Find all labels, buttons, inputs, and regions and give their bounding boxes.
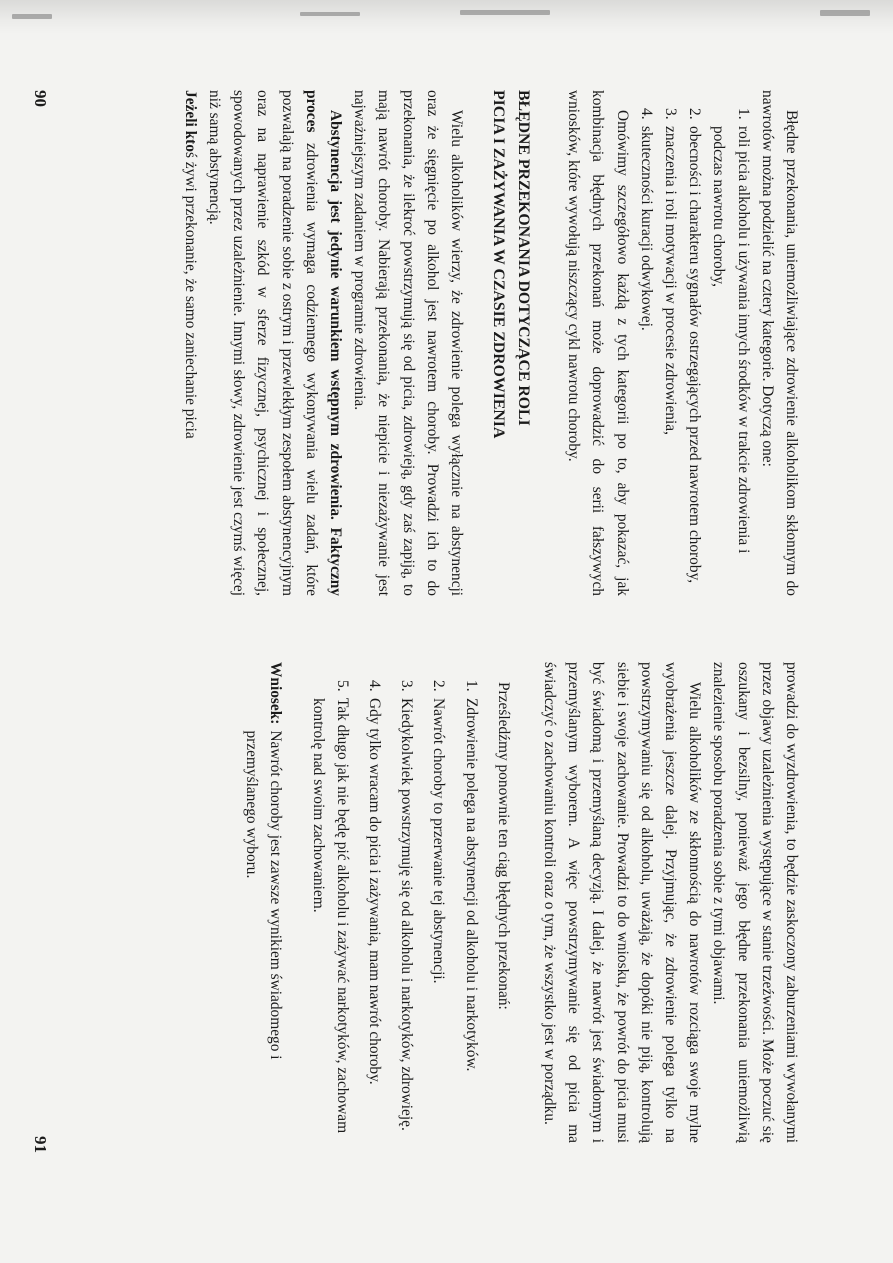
section-heading xyxy=(486,90,535,596)
body-paragraph: Jeżeli ktoś żywi przekonanie, że samo zaniechanie picia xyxy=(181,90,199,439)
page-number: 90 xyxy=(31,90,50,107)
discussion-paragraph: Omówimy szczegółowo każdą z tych kategorii po to, aby pokazać, jak kombinacja błędnych przekonań może doprowadzić do serii fałszywych wniosków, które wywołują niszczący cykl nawrotu choroby. xyxy=(565,90,631,596)
bold-phrase: Abstynencja jest jedynie warunkiem wstępnym zdrowienia. Faktyczny proces xyxy=(302,90,344,596)
body-paragraph: Wielu alkoholików wierzy, że zdrowienie polega wyłącznie na abstynencji oraz że sięgnięcie po alkohol jest nawrotem choroby. Prowadzi ich to do przekonania, że ilekroć powstrzymują się od picia, zdrowieją, gdy zaś zapiją, to mają nawrót choroby. Nabierają przekonania, że niepicie i niezażywanie jest najważniejszym zadaniem w programie zdrowienia. xyxy=(351,90,465,596)
conclusion-label: Wniosek: xyxy=(267,662,285,725)
body-paragraph: Wielu alkoholików ze skłonnością do nawrotów rozciąga swoje mylne wyobrażenia jeszcze dalej. Przyjmując, że zdrowienie polega tylko na powstrzymywaniu się od alkoholu, uważają, że dopóki nie piją, kontrolują siebie i swoje zachowanie. Prowadzi to do wniosku, że powrót do picia musi być świadomą i przemyślaną decyzją. I dalej, że nawrót jest świadomym i przemyślanym wyborem. A więc powstrzymywanie się od picia ma świadczyć o zachowaniu kontroli oraz o tym, że wszystko jest w porządku. xyxy=(540,662,704,1143)
section-heading-line: BŁĘDNE PRZEKONANIA DOTYCZĄCE ROLI xyxy=(514,90,532,426)
conclusion-text: Nawrót choroby jest zawsze wynikiem świadomego i przemyślanego wyboru. xyxy=(243,730,285,1060)
belief-item: 3.Kiedykolwiek powstrzymuję się od alkoholu i narkotyków, zdrowieję. xyxy=(398,680,416,1131)
continuation-paragraph: prowadzi do wyzdrowienia, to będzie zaskoczony zaburzeniami wywołanymi przez objawy uzależnienia występujące w stanie trzeźwości. Może poczuć się oszukany i bezsilny, ponieważ jego błędne przekonania uniemożliwią znalezienie sposobu poradzenia sobie z tymi objawami. xyxy=(710,662,800,1143)
belief-item: 4.Gdy tylko wracam do picia i zażywania, mam nawrót choroby. xyxy=(365,680,383,1085)
bold-phrase: Jeżeli kto xyxy=(181,90,199,152)
category-list xyxy=(634,90,755,596)
category-item: 1.roli picia alkoholu i używania innych środków w trakcie zdrowienia i podczas nawrotu choroby, xyxy=(710,108,752,554)
belief-item: 1.Zdrowienie polega na abstynencji od alkoholu i narkotyków. xyxy=(462,680,480,1072)
body-paragraph: Abstynencja jest jedynie warunkiem wstępnym zdrowienia. Faktyczny proces zdrowienia wymaga codziennego wykonywania wielu zadań, które pozwalają na poradzenie sobie z ostrym i przewlekłym zespołem abstynencyjnym oraz na naprawienie szkód w sferze fizycznej, psychicznej i społecznej, spowodowanych przez uzależnienie. Innymi słowy, zdrowienie jest czymś więcej niż samą abstynencją. xyxy=(205,90,344,596)
category-item: 3.znaczenia i roli motywacji w procesie zdrowienia, xyxy=(661,108,679,435)
section-heading-line: PICIA I ZAŻYWANIA W CZASIE ZDROWIENIA xyxy=(490,90,508,439)
page-number: 91 xyxy=(31,1136,50,1153)
belief-item: 5.Tak długo jak nie będę pić alkoholu i zażywać narkotyków, zachowam kontrolę nad swoim zachowaniem. xyxy=(309,680,351,1134)
followup-intro: Prześledźmy ponownie ten ciąg błędnych przekonań: xyxy=(494,682,512,1010)
belief-list xyxy=(305,662,482,1143)
page-91 xyxy=(0,632,893,1263)
intro-paragraph: Błędne przekonania, uniemożliwiające zdrowienie alkoholikom skłonnym do nawrotów można podzielić na cztery kategorie. Dotyczą one: xyxy=(758,90,800,596)
category-item: 2.obecności i charakteru sygnałów ostrzegających przed nawrotem choroby, xyxy=(686,108,704,584)
belief-item: 2.Nawrót choroby to przerwanie tej abstynencji. xyxy=(430,680,448,984)
conclusion xyxy=(239,662,287,1143)
category-item: 4.skuteczności kuracji odwykowej. xyxy=(637,108,655,331)
